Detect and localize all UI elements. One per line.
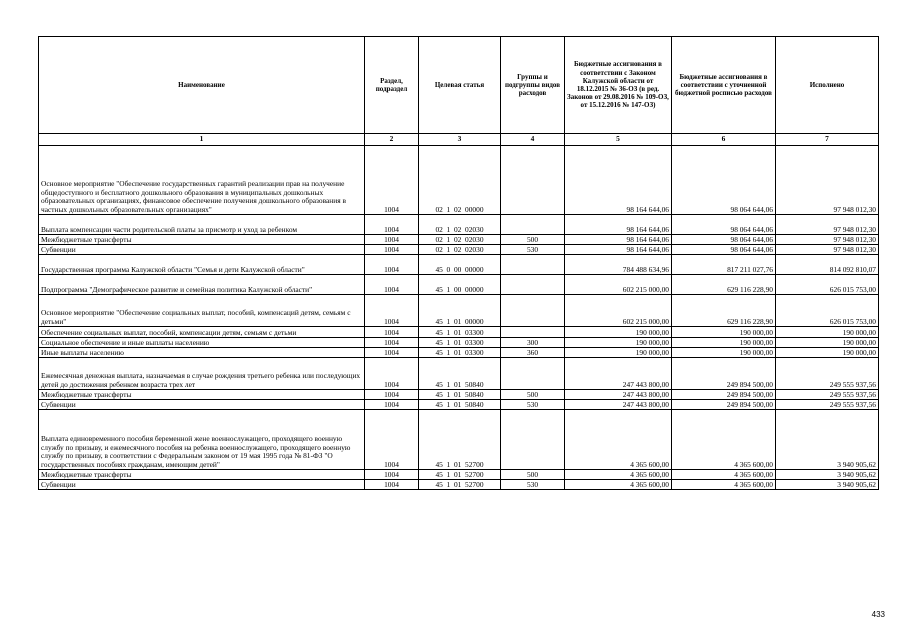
row-law-amount: 98 164 644,06 bbox=[565, 235, 672, 245]
row-law-amount: 247 443 800,00 bbox=[565, 390, 672, 400]
row-target-code: 02 1 02 02030 bbox=[419, 245, 501, 255]
row-target-code: 02 1 02 02030 bbox=[419, 235, 501, 245]
row-execution-amount: 3 940 905,62 bbox=[776, 470, 879, 480]
row-execution-amount: 249 555 937,56 bbox=[776, 390, 879, 400]
row-group bbox=[501, 255, 565, 275]
row-target-code: 45 1 01 50840 bbox=[419, 400, 501, 410]
row-target-code: 45 1 00 00000 bbox=[419, 275, 501, 295]
table-row bbox=[39, 338, 879, 348]
row-execution-amount: 97 948 012,30 bbox=[776, 215, 879, 235]
row-section: 1004 bbox=[365, 410, 419, 470]
row-group: 500 bbox=[501, 235, 565, 245]
row-execution-amount: 190 000,00 bbox=[776, 338, 879, 348]
column-number: 5 bbox=[565, 134, 672, 146]
row-law-amount: 247 443 800,00 bbox=[565, 358, 672, 390]
row-target-code: 02 1 02 02030 bbox=[419, 215, 501, 235]
row-target-code: 45 0 00 00000 bbox=[419, 255, 501, 275]
row-appropriation-amount: 4 365 600,00 bbox=[672, 470, 776, 480]
table-row bbox=[39, 295, 879, 327]
column-number: 7 bbox=[776, 134, 879, 146]
row-law-amount: 98 164 644,06 bbox=[565, 215, 672, 235]
table-row bbox=[39, 235, 879, 245]
row-execution-amount: 814 092 810,07 bbox=[776, 255, 879, 275]
row-law-amount: 4 365 600,00 bbox=[565, 470, 672, 480]
table-row bbox=[39, 146, 879, 215]
row-section: 1004 bbox=[365, 245, 419, 255]
row-execution-amount: 626 015 753,00 bbox=[776, 295, 879, 327]
row-appropriation-amount: 249 894 500,00 bbox=[672, 400, 776, 410]
row-target-code: 45 1 01 50840 bbox=[419, 358, 501, 390]
row-execution-amount: 97 948 012,30 bbox=[776, 245, 879, 255]
row-appropriation-amount: 629 116 228,90 bbox=[672, 295, 776, 327]
row-target-code: 45 1 01 03300 bbox=[419, 348, 501, 358]
column-number-row bbox=[39, 134, 879, 146]
row-group: 300 bbox=[501, 338, 565, 348]
row-group bbox=[501, 215, 565, 235]
row-name: Основное мероприятие "Обеспечение социальных выплат, пособий, компенсаций детям, семьям с детьми" bbox=[39, 295, 365, 327]
row-section: 1004 bbox=[365, 327, 419, 338]
header-appropriations: Бюджетные ассигнования в соответствии с уточненной бюджетной росписью расходов bbox=[672, 37, 776, 134]
row-name: Межбюджетные трансферты bbox=[39, 390, 365, 400]
table-row bbox=[39, 255, 879, 275]
row-appropriation-amount: 190 000,00 bbox=[672, 348, 776, 358]
row-section: 1004 bbox=[365, 358, 419, 390]
row-law-amount: 602 215 000,00 bbox=[565, 275, 672, 295]
row-appropriation-amount: 4 365 600,00 bbox=[672, 410, 776, 470]
row-law-amount: 247 443 800,00 bbox=[565, 400, 672, 410]
row-law-amount: 190 000,00 bbox=[565, 338, 672, 348]
table-row bbox=[39, 480, 879, 490]
row-section: 1004 bbox=[365, 235, 419, 245]
row-law-amount: 98 164 644,06 bbox=[565, 146, 672, 215]
row-name: Выплата компенсации части родительской платы за присмотр и уход за ребенком bbox=[39, 215, 365, 235]
table-row bbox=[39, 245, 879, 255]
row-name: Субвенции bbox=[39, 480, 365, 490]
row-section: 1004 bbox=[365, 146, 419, 215]
column-number: 4 bbox=[501, 134, 565, 146]
row-law-amount: 4 365 600,00 bbox=[565, 410, 672, 470]
header-name: Наименование bbox=[39, 37, 365, 134]
row-law-amount: 190 000,00 bbox=[565, 348, 672, 358]
row-appropriation-amount: 249 894 500,00 bbox=[672, 390, 776, 400]
row-name: Подпрограмма "Демографическое развитие и семейная политика Калужской области" bbox=[39, 275, 365, 295]
table-row bbox=[39, 470, 879, 480]
row-law-amount: 4 365 600,00 bbox=[565, 480, 672, 490]
row-group: 530 bbox=[501, 480, 565, 490]
page-number: 433 bbox=[871, 610, 885, 619]
row-target-code: 45 1 01 52700 bbox=[419, 410, 501, 470]
row-name: Ежемесячная денежная выплата, назначаемая в случае рождения третьего ребенка или последующих детей до достижения ребенком возраста трех лет bbox=[39, 358, 365, 390]
row-group bbox=[501, 358, 565, 390]
row-group bbox=[501, 146, 565, 215]
column-number: 3 bbox=[419, 134, 501, 146]
row-group bbox=[501, 410, 565, 470]
row-section: 1004 bbox=[365, 390, 419, 400]
row-name: Иные выплаты населению bbox=[39, 348, 365, 358]
table-row bbox=[39, 410, 879, 470]
column-number: 1 bbox=[39, 134, 365, 146]
row-section: 1004 bbox=[365, 348, 419, 358]
row-law-amount: 190 000,00 bbox=[565, 327, 672, 338]
row-group bbox=[501, 327, 565, 338]
header-target: Целевая статья bbox=[419, 37, 501, 134]
column-number: 2 bbox=[365, 134, 419, 146]
row-name: Основное мероприятие "Обеспечение государственных гарантий реализации прав на получение общедоступного и бесплатного дошкольного образования в муниципальных дошкольных образовательных организациях, финансовое обеспечение получения дошкольного образования в частных дошкольных образовательных организациях" bbox=[39, 146, 365, 215]
table-row bbox=[39, 358, 879, 390]
row-appropriation-amount: 629 116 228,90 bbox=[672, 275, 776, 295]
row-execution-amount: 249 555 937,56 bbox=[776, 400, 879, 410]
table-row bbox=[39, 400, 879, 410]
budget-table bbox=[38, 36, 879, 490]
row-execution-amount: 190 000,00 bbox=[776, 327, 879, 338]
header-row bbox=[39, 37, 879, 134]
row-execution-amount: 3 940 905,62 bbox=[776, 410, 879, 470]
row-name: Субвенции bbox=[39, 400, 365, 410]
row-appropriation-amount: 249 894 500,00 bbox=[672, 358, 776, 390]
row-target-code: 45 1 01 00000 bbox=[419, 295, 501, 327]
row-name: Обеспечение социальных выплат, пособий, компенсации детям, семьям с детьми bbox=[39, 327, 365, 338]
row-target-code: 02 1 02 00000 bbox=[419, 146, 501, 215]
header-execution: Исполнено bbox=[776, 37, 879, 134]
header-law: Бюджетные ассигнования в соответствии с Законом Калужской области от 18.12.2015 № 36-ОЗ (в ред. Законов от 29.08.2016 № 109-ОЗ, от 15.12.2016 № 147-ОЗ) bbox=[565, 37, 672, 134]
row-section: 1004 bbox=[365, 338, 419, 348]
row-section: 1004 bbox=[365, 255, 419, 275]
table-row bbox=[39, 327, 879, 338]
row-law-amount: 602 215 000,00 bbox=[565, 295, 672, 327]
row-target-code: 45 1 01 03300 bbox=[419, 327, 501, 338]
column-number: 6 bbox=[672, 134, 776, 146]
row-name: Выплата единовременного пособия беременной жене военнослужащего, проходящего военную службу по призыву, и ежемесячного пособия на ребенка военнослужащего, проходящего военную службу по призыву, в соответствии с Федеральным законом от 19 мая 1995 года № 81-ФЗ "О государственных пособиях гражданам, имеющим детей" bbox=[39, 410, 365, 470]
row-target-code: 45 1 01 50840 bbox=[419, 390, 501, 400]
row-section: 1004 bbox=[365, 295, 419, 327]
row-appropriation-amount: 98 064 644,06 bbox=[672, 235, 776, 245]
row-group: 530 bbox=[501, 400, 565, 410]
row-name: Социальное обеспечение и иные выплаты населению bbox=[39, 338, 365, 348]
row-target-code: 45 1 01 03300 bbox=[419, 338, 501, 348]
row-appropriation-amount: 4 365 600,00 bbox=[672, 480, 776, 490]
row-group: 530 bbox=[501, 245, 565, 255]
table-row bbox=[39, 215, 879, 235]
row-group: 500 bbox=[501, 390, 565, 400]
row-section: 1004 bbox=[365, 400, 419, 410]
row-section: 1004 bbox=[365, 215, 419, 235]
row-name: Государственная программа Калужской области "Семья и дети Калужской области" bbox=[39, 255, 365, 275]
row-execution-amount: 97 948 012,30 bbox=[776, 146, 879, 215]
row-law-amount: 784 488 634,96 bbox=[565, 255, 672, 275]
row-appropriation-amount: 190 000,00 bbox=[672, 338, 776, 348]
row-appropriation-amount: 98 064 644,06 bbox=[672, 215, 776, 235]
row-appropriation-amount: 190 000,00 bbox=[672, 327, 776, 338]
row-appropriation-amount: 98 064 644,06 bbox=[672, 245, 776, 255]
row-execution-amount: 3 940 905,62 bbox=[776, 480, 879, 490]
row-section: 1004 bbox=[365, 275, 419, 295]
row-target-code: 45 1 01 52700 bbox=[419, 480, 501, 490]
header-section: Раздел, подраздел bbox=[365, 37, 419, 134]
row-execution-amount: 249 555 937,56 bbox=[776, 358, 879, 390]
row-execution-amount: 190 000,00 bbox=[776, 348, 879, 358]
header-groups: Группы и подгруппы видов расходов bbox=[501, 37, 565, 134]
row-name: Межбюджетные трансферты bbox=[39, 235, 365, 245]
row-group bbox=[501, 275, 565, 295]
row-appropriation-amount: 98 064 644,06 bbox=[672, 146, 776, 215]
row-group: 360 bbox=[501, 348, 565, 358]
row-execution-amount: 97 948 012,30 bbox=[776, 235, 879, 245]
row-group: 500 bbox=[501, 470, 565, 480]
row-appropriation-amount: 817 211 027,76 bbox=[672, 255, 776, 275]
row-target-code: 45 1 01 52700 bbox=[419, 470, 501, 480]
row-name: Межбюджетные трансферты bbox=[39, 470, 365, 480]
row-execution-amount: 626 015 753,00 bbox=[776, 275, 879, 295]
table-row bbox=[39, 275, 879, 295]
row-name: Субвенции bbox=[39, 245, 365, 255]
row-section: 1004 bbox=[365, 470, 419, 480]
row-section: 1004 bbox=[365, 480, 419, 490]
row-law-amount: 98 164 644,06 bbox=[565, 245, 672, 255]
table-row bbox=[39, 348, 879, 358]
row-group bbox=[501, 295, 565, 327]
table-row bbox=[39, 390, 879, 400]
